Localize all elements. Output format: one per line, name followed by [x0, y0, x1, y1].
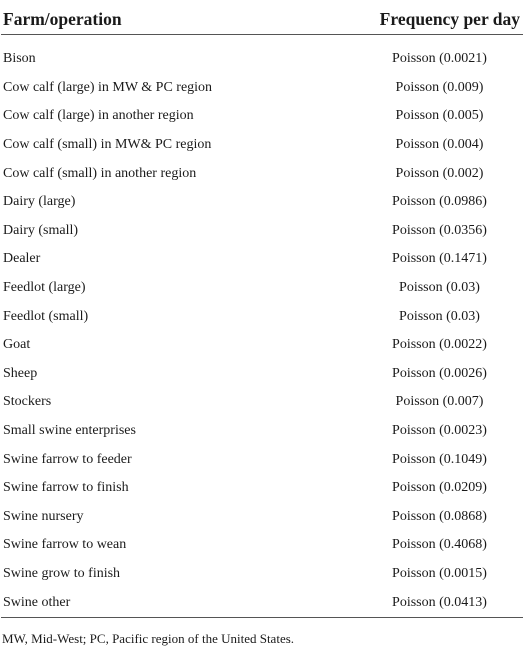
farm-operation-cell: Swine farrow to wean: [3, 537, 127, 553]
frequency-cell: Poisson (0.4068): [392, 537, 487, 553]
farm-operation-cell: Swine grow to finish: [3, 565, 121, 581]
frequency-cell: Poisson (0.0209): [392, 480, 487, 496]
table-row: [1, 274, 523, 303]
frequency-cell: Poisson (0.1471): [392, 251, 487, 267]
header-frequency-per-day: Frequency per day: [356, 0, 523, 35]
table-row: [1, 560, 523, 589]
frequency-cell: Poisson (0.0356): [392, 222, 487, 238]
farm-operation-cell: Dealer: [3, 251, 41, 267]
farm-operation-cell: Sheep: [3, 365, 38, 381]
table-spacer-row: [1, 35, 523, 46]
frequency-cell: Poisson (0.0413): [356, 588, 523, 617]
farm-operation-cell: Feedlot (small): [3, 308, 89, 324]
farm-operation-cell: Swine farrow to finish: [3, 480, 129, 496]
farm-operation-cell: Cow calf (small) in MW& PC region: [3, 137, 212, 153]
table-row: [1, 531, 523, 560]
table-row: [1, 417, 523, 446]
frequency-cell: Poisson (0.0015): [392, 565, 487, 581]
table-body: [1, 35, 523, 618]
table-row: [1, 131, 523, 160]
table-row: [1, 188, 523, 217]
table-row: [1, 302, 523, 331]
table-row: [1, 588, 523, 617]
farm-operation-cell: Dairy (small): [3, 222, 79, 238]
farm-operation-cell: Swine other: [1, 588, 356, 617]
farm-operation-cell: Stockers: [3, 394, 52, 410]
table-row: [1, 474, 523, 503]
table-footnote: MW, Mid-West; PC, Pacific region of the United States.: [2, 630, 295, 646]
table-row: [1, 445, 523, 474]
table-row: [1, 388, 523, 417]
farm-operation-cell: Cow calf (large) in MW & PC region: [3, 79, 213, 95]
farm-operation-cell: Cow calf (large) in another region: [3, 108, 194, 124]
frequency-cell: Poisson (0.009): [395, 79, 484, 95]
header-farm-operation: Farm/operation: [1, 0, 356, 35]
farm-operation-cell: Swine farrow to feeder: [3, 451, 132, 467]
frequency-cell: Poisson (0.0986): [392, 194, 487, 210]
table-row: [1, 245, 523, 274]
frequency-cell: Poisson (0.002): [395, 165, 484, 181]
farm-operation-cell: Swine nursery: [3, 508, 84, 524]
frequency-cell: Poisson (0.1049): [392, 451, 487, 467]
table-row: [1, 45, 523, 74]
table-header-row: [1, 0, 523, 35]
table-row: [1, 217, 523, 246]
table-row: [1, 503, 523, 532]
frequency-cell: Poisson (0.005): [395, 108, 484, 124]
farm-operation-cell: Feedlot (large): [3, 280, 86, 296]
frequency-cell: Poisson (0.03): [399, 280, 480, 296]
farm-operation-cell: Goat: [3, 337, 31, 353]
frequency-cell: Poisson (0.007): [395, 394, 484, 410]
frequency-cell: Poisson (0.0022): [392, 337, 487, 353]
frequency-cell: Poisson (0.0021): [392, 51, 487, 67]
frequency-cell: Poisson (0.0023): [392, 423, 487, 439]
frequency-cell: Poisson (0.004): [395, 137, 484, 153]
farm-operation-cell: Cow calf (small) in another region: [3, 165, 197, 181]
table-row: [1, 102, 523, 131]
table-row: [1, 159, 523, 188]
frequency-cell: Poisson (0.0026): [392, 365, 487, 381]
frequency-cell: Poisson (0.0868): [392, 508, 487, 524]
frequency-table: [1, 0, 523, 618]
farm-operation-cell: Dairy (large): [3, 194, 76, 210]
farm-operation-cell: Bison: [3, 51, 36, 67]
table-row: [1, 74, 523, 103]
frequency-cell: Poisson (0.03): [399, 308, 480, 324]
table-row: [1, 360, 523, 389]
farm-operation-cell: Small swine enterprises: [3, 423, 136, 439]
table-row: [1, 331, 523, 360]
